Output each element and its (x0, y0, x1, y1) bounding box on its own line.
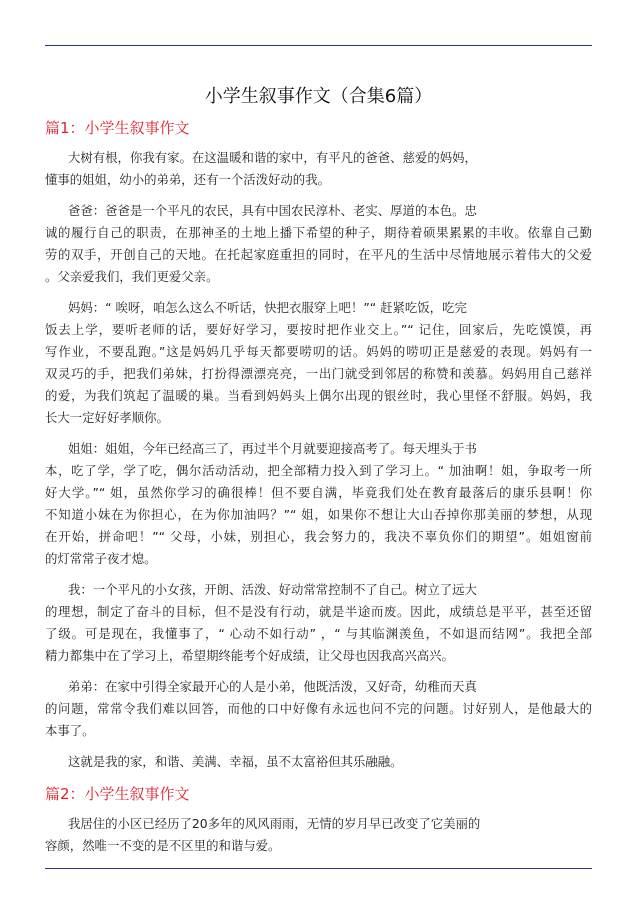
paragraph-line: 好大学。”“ 姐，虽然你学习的确很棒！但不要自满，毕竟我们处在教育最落后的康乐县啊！你 (45, 485, 592, 500)
paragraph-line: 的灯常常子夜才熄。 (45, 551, 157, 566)
section-heading: 篇1：小学生叙事作文 (45, 119, 190, 137)
paragraph-line: 长大一定好好孝顺你。 (45, 410, 169, 425)
paragraph (45, 200, 592, 288)
paragraph-line: 爸爸：爸爸是一个平凡的农民，具有中国农民淳朴、老实、厚道的本色。忠 (68, 203, 477, 218)
document-body (45, 82, 592, 866)
paragraph-line: 精力都集中在了学习上，希望期终能考个好成绩，让父母也因我高兴高兴。 (45, 648, 454, 663)
paragraph-line: 在开始，拼命吧！”“ 父母，小妹，别担心，我会努力的，我决不辜负你们的期望”。姐姐窗前 (45, 529, 592, 544)
paragraph-line: 姐姐：姐姐，今年已经高三了，再过半个月就要迎接高考了。每天埋头于书 (68, 441, 477, 456)
paragraph-line: 的爱，为我们筑起了温暖的巢。当看到妈妈头上偶尔出现的银丝时，我心里怪不舒服。妈妈，我 (45, 388, 592, 403)
paragraph (45, 438, 592, 570)
paragraph-line: 弟弟：在家中引得全家最开心的人是小弟，他既活泼，又好奇，幼稚而天真 (68, 679, 477, 694)
paragraph-line: 大树有根，你我有家。在这温暖和谐的家中，有平凡的爸爸、慈爱的妈妈， (68, 150, 477, 165)
paragraph-line: 。父亲爱我们，我们更爱父亲。 (45, 269, 219, 284)
paragraph-line: 了级。可是现在，我懂事了，“ 心动不如行动” ，“ 与其临渊羡鱼，不如退而结网”。我把全部 (45, 626, 592, 641)
sections (45, 116, 592, 857)
paragraph-line: 本事了。 (45, 723, 95, 738)
paragraph-line: 诚的履行自己的职责，在那神圣的土地上播下希望的种子，期待着硕果累累的丰收。依靠自己勤 (45, 225, 592, 240)
paragraph-line: 饭去上学，要听老师的话，要好好学习，要按时把作业交上。”“ 记住，回家后，先吃馍馍，再 (45, 322, 592, 337)
paragraph (45, 147, 592, 191)
paragraph (45, 297, 592, 429)
top-rule (45, 45, 592, 46)
paragraph-line: 的问题，常常令我们难以回答，而他的口中好像有永远也问不完的问题。讨好别人，是他最大的 (45, 701, 592, 716)
paragraph (45, 751, 592, 773)
paragraph-line: 本，吃了学，学了吃，偶尔活动活动，把全部精力投入到了学习上。“ 加油啊！姐，争取考一所 (45, 463, 592, 478)
section-heading: 篇2：小学生叙事作文 (45, 785, 190, 803)
paragraph-line: 懂事的姐姐，幼小的弟弟，还有一个活泼好动的我。 (45, 172, 330, 187)
paragraph-line: 的理想，制定了奋斗的目标，但不是没有行动，就是半途而废。因此，成绩总是平平，甚至还留 (45, 604, 592, 619)
paragraph-line: 妈妈：“ 唉呀，咱怎么这么不听话，快把衣服穿上吧！”“ 赶紧吃饭，吃完 (68, 300, 467, 315)
paragraph (45, 813, 592, 857)
paragraph-line: 我居住的小区已经历了20多年的风风雨雨，无情的岁月早已改变了它美丽的 (68, 816, 481, 831)
paragraph-line: 这就是我的家，和谐、美满、幸福，虽不太富裕但其乐融融。 (68, 754, 403, 769)
paragraph-line: 双灵巧的手，把我们弟妹，打扮得漂漂亮亮，一出门就受到邻居的称赞和羡慕。妈妈用自己慈祥 (45, 366, 592, 381)
paragraph-line: 劳的双手，开创自己的天地。在托起家庭重担的同时，在平凡的生活中尽情地展示着伟大的父爱 (45, 247, 592, 262)
paragraph (45, 676, 592, 742)
paragraph-line: 容颜，然唯一不变的是不区里的和谐与爱。 (45, 838, 281, 853)
paragraph-line: 我：一个平凡的小女孩，开朗、活泼、好动常常控制不了自己。树立了远大 (68, 582, 477, 597)
document-title: 小学生叙事作文（合集6篇） (204, 86, 433, 107)
bottom-rule (45, 868, 592, 869)
paragraph-line: 不知道小妹在为你担心，在为你加油吗？”“ 姐，如果你不想让大山吞掉你那美丽的梦想，从现 (45, 507, 592, 522)
paragraph-line: 写作业，不要乱跑。”这是妈妈几乎每天都要唠叨的话。妈妈的唠叨正是慈爱的表现。妈妈有一 (45, 344, 592, 359)
paragraph (45, 579, 592, 667)
